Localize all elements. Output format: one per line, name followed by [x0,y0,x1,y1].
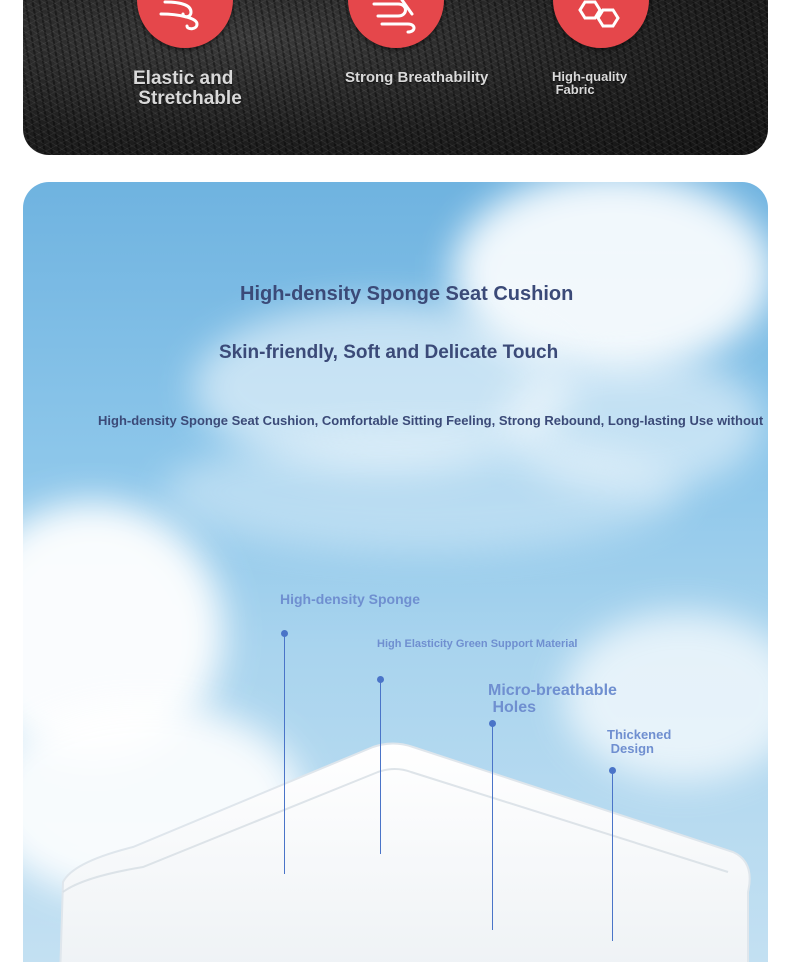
wind-icon [137,0,233,48]
callout-leader-line [492,724,493,930]
callout-thickened-design: Thickened Design [607,727,672,756]
fabric-icon [553,0,649,48]
callout-leader-line [284,634,285,874]
callout-high-density-sponge: High-density Sponge [280,591,420,607]
fabric-feature-panel [23,0,768,155]
sponge-cushion-image [43,742,753,962]
page-title: High-density Sponge Seat Cushion [240,283,574,305]
sponge-cushion-panel [23,182,768,962]
feature-label-breathability: Strong Breathability [345,69,489,86]
callout-leader-line [380,680,381,854]
callout-micro-breathable-holes: Micro-breathable Holes [488,682,617,716]
feature-label-elastic: Elastic and Stretchable [133,68,242,109]
callout-green-support: High Elasticity Green Support Material [377,638,578,650]
description-text: High-density Sponge Seat Cushion, Comfortable Sitting Feeling, Strong Rebound, Long-lasting Use without [98,413,764,428]
breathe-icon [348,0,444,48]
feature-label-fabric: High-quality Fabric [552,69,628,97]
callout-leader-line [612,771,613,941]
cloud [163,432,683,552]
page-subtitle: Skin-friendly, Soft and Delicate Touch [219,342,559,363]
